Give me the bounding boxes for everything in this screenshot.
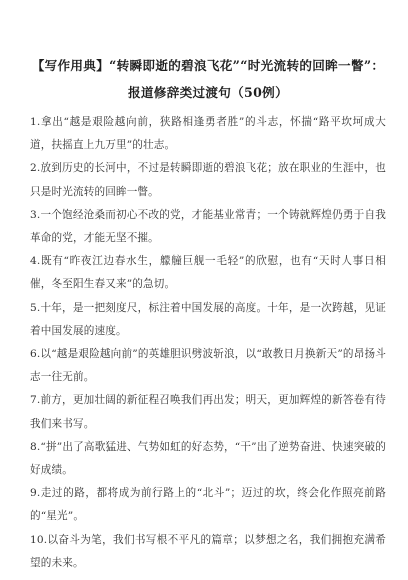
list-item: 4.既有“昨夜江边春水生，艨艟巨舰一毛轻”的欣慰，也有“天时人事日相催，冬至阳生春又来”的急切。 (30, 255, 386, 291)
document-title: 【写作用典】“转瞬即逝的碧浪飞花”“时光流转的回眸一瞥”：报道修辞类过渡句（50例） (31, 58, 385, 100)
list-item: 9.走过的路，都将成为前行路上的“北斗”；迈过的坎，终会化作照亮前路的“星光”。 (30, 487, 386, 523)
list-item: 1.拿出“越是艰险越向前，狭路相逢勇者胜”的斗志，怀揣“路平坎坷成大道，扶摇直上九万里”的壮志。 (30, 116, 386, 152)
list-item: 2.放到历史的长河中，不过是转瞬即逝的碧浪飞花；放在职业的生涯中，也只是时光流转的回眸一瞥。 (30, 162, 386, 198)
list-item: 6.以“越是艰险越向前”的英雄胆识劈波斩浪，以“敢教日月换新天”的昂扬斗志一往无前。 (30, 348, 386, 384)
list-item: 8.“拼”出了高歌猛进、气势如虹的好态势，“干”出了逆势奋进、快速突破的好成绩。 (30, 440, 386, 477)
example-list (30, 111, 386, 575)
list-item: 7.前方，更加壮阔的新征程召唤我们再出发；明天，更加辉煌的新答卷有待我们来书写。 (30, 394, 386, 430)
list-item: 5.十年，是一把刻度尺，标注着中国发展的高度。十年，是一次跨越，见证着中国发展的速度。 (30, 301, 386, 337)
list-item: 10.以奋斗为笔，我们书写根不平凡的篇章；以梦想之名，我们拥抱充满希望的未来。 (30, 533, 386, 569)
list-item: 3.一个饱经沧桑而初心不改的党，才能基业常青；一个铸就辉煌仍勇于自我革命的党，才能无坚不摧。 (30, 208, 386, 245)
